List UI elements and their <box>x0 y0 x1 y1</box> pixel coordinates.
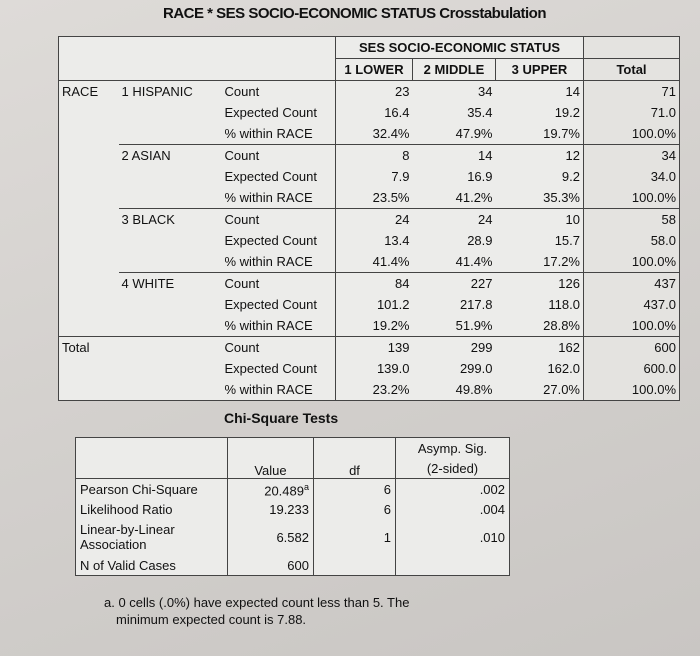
sig-subheader: (2-sided) <box>396 458 510 479</box>
cell: 7.9 <box>391 168 410 184</box>
value-header: Value <box>228 438 314 479</box>
cell: 58.0 <box>584 230 680 251</box>
cell: 49.8% <box>413 379 496 401</box>
crosstab-title: RACE * SES SOCIO-ECONOMIC STATUS Crosstabulation <box>163 5 546 22</box>
test-df: 6 <box>314 499 396 519</box>
group-label: 2 ASIAN <box>119 145 222 167</box>
cell: 14 <box>496 81 584 103</box>
cell: 437 <box>584 273 680 295</box>
group-header: SES SOCIO-ECONOMIC STATUS <box>336 37 584 59</box>
test-value: 6.582 <box>228 519 314 555</box>
test-sig: .002 <box>396 479 510 500</box>
stat-label: % within RACE <box>222 123 336 145</box>
col-header-lower: 1 LOWER <box>336 59 413 81</box>
cell: 227 <box>413 273 496 295</box>
cell: 23 <box>336 81 413 103</box>
cell: 71.0 <box>584 102 680 123</box>
stat-label: Expected Count <box>222 294 336 315</box>
chi-square-title: Chi-Square Tests <box>224 410 339 426</box>
stat-label: Expected Count <box>222 358 336 379</box>
cell: 47.9% <box>455 125 493 141</box>
stat-label: Count <box>222 209 336 231</box>
cell: 10 <box>496 209 584 231</box>
test-value: 19.233 <box>228 499 314 519</box>
stat-label: Count <box>222 273 336 295</box>
cell: 32.4% <box>372 125 410 141</box>
cell: 299 <box>413 337 496 359</box>
cell: 9.2 <box>496 166 584 187</box>
col-header-upper: 3 UPPER <box>496 59 584 81</box>
cell: 8 <box>336 145 413 167</box>
cell: 101.2 <box>376 296 410 312</box>
group-label: 4 WHITE <box>119 273 222 295</box>
cell: 100.0% <box>584 315 680 337</box>
cell: 28.9 <box>467 232 493 248</box>
test-df: 6 <box>314 479 396 500</box>
stat-label: Count <box>222 81 336 103</box>
stat-label: % within RACE <box>222 315 336 337</box>
stat-label: % within RACE <box>222 251 336 273</box>
cell: 41.2% <box>455 189 493 205</box>
crosstab-table <box>58 36 680 401</box>
stat-label: % within RACE <box>222 187 336 209</box>
group-label: 1 HISPANIC <box>119 81 222 103</box>
cell: 15.7 <box>496 230 584 251</box>
cell: 217.8 <box>459 296 493 312</box>
cell: 35.3% <box>496 187 584 209</box>
test-sig: .010 <box>396 519 510 555</box>
cell: 27.0% <box>496 379 584 401</box>
cell: 126 <box>496 273 584 295</box>
corner-cell <box>59 37 119 59</box>
cell: 23.5% <box>372 189 410 205</box>
cell: 16.9 <box>467 168 493 184</box>
cell: 118.0 <box>496 294 584 315</box>
stat-label: Count <box>222 337 336 359</box>
cell: 139 <box>336 337 413 359</box>
cell: 139.0 <box>376 360 410 376</box>
sig-header: Asymp. Sig. <box>396 438 510 459</box>
stat-label: % within RACE <box>222 379 336 401</box>
test-label: Linear-by-Linear Association <box>76 519 228 555</box>
cell: 24 <box>413 209 496 231</box>
cell: 17.2% <box>496 251 584 273</box>
cell: 600.0 <box>584 358 680 379</box>
test-label: Pearson Chi-Square <box>76 479 228 500</box>
cell: 58 <box>584 209 680 231</box>
test-label: Likelihood Ratio <box>76 499 228 519</box>
cell: 41.4% <box>455 253 493 269</box>
cell: 162 <box>496 337 584 359</box>
cell: 34.0 <box>584 166 680 187</box>
col-header-total: Total <box>584 59 680 81</box>
cell: 34 <box>413 81 496 103</box>
cell: 19.2% <box>372 317 410 333</box>
cell: 35.4 <box>467 104 493 120</box>
cell: 16.4 <box>384 104 410 120</box>
cell: 600 <box>584 337 680 359</box>
cell: 41.4% <box>372 253 410 269</box>
cell: 100.0% <box>584 379 680 401</box>
group-label: 3 BLACK <box>119 209 222 231</box>
test-value: 600 <box>228 555 314 576</box>
cell: 100.0% <box>584 187 680 209</box>
cell: 299.0 <box>459 360 493 376</box>
cell: 437.0 <box>584 294 680 315</box>
stat-label: Count <box>222 145 336 167</box>
cell: 14 <box>413 145 496 167</box>
cell: 23.2% <box>336 379 413 401</box>
test-value: 20.489$^a$ <box>228 479 314 500</box>
cell: 19.2 <box>496 102 584 123</box>
chi-square-table <box>75 437 510 576</box>
total-label: Total <box>59 337 222 359</box>
cell: 19.7% <box>496 123 584 145</box>
stat-label: Expected Count <box>222 102 336 123</box>
cell: 100.0% <box>584 251 680 273</box>
cell: 13.4 <box>384 232 410 248</box>
cell: 34 <box>584 145 680 167</box>
cell: 162.0 <box>496 358 584 379</box>
cell: 84 <box>336 273 413 295</box>
cell: 12 <box>496 145 584 167</box>
col-header-middle: 2 MIDDLE <box>413 59 496 81</box>
test-label: N of Valid Cases <box>76 555 228 576</box>
cell: 24 <box>336 209 413 231</box>
stat-label: Expected Count <box>222 166 336 187</box>
footnote: a. 0 cells (.0%) have expected count less than 5. The minimum expected count is 7.88. <box>104 595 410 627</box>
stat-label: Expected Count <box>222 230 336 251</box>
cell: 71 <box>584 81 680 103</box>
df-header: df <box>314 438 396 479</box>
row-var-label: RACE <box>59 81 119 103</box>
cell: 100.0% <box>584 123 680 145</box>
cell: 51.9% <box>455 317 493 333</box>
test-sig: .004 <box>396 499 510 519</box>
cell: 28.8% <box>496 315 584 337</box>
test-df: 1 <box>314 519 396 555</box>
